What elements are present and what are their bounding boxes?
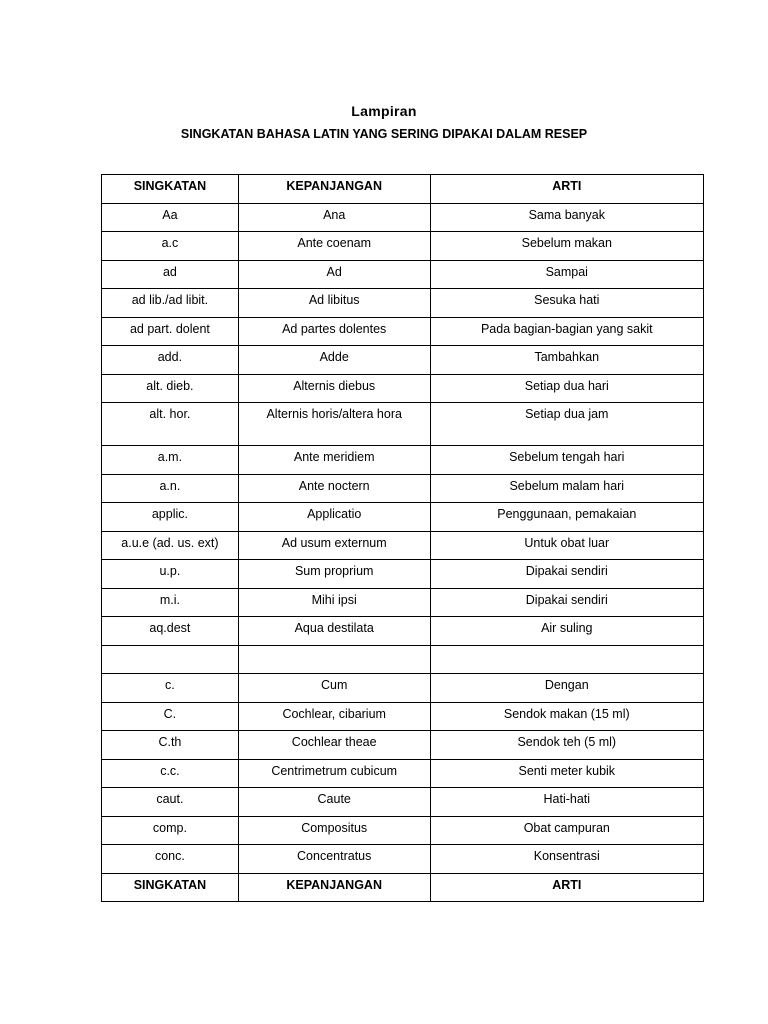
kepanjangan-cell: Caute	[238, 788, 430, 817]
table-row	[102, 788, 704, 817]
kepanjangan-cell: Applicatio	[238, 503, 430, 532]
arti-cell: Dipakai sendiri	[430, 588, 703, 617]
singkatan-cell: a.u.e (ad. us. ext)	[102, 531, 239, 560]
table-header-row	[102, 175, 704, 204]
arti-cell: Hati-hati	[430, 788, 703, 817]
arti-cell: Untuk obat luar	[430, 531, 703, 560]
table-row	[102, 289, 704, 318]
singkatan-cell: alt. dieb.	[102, 374, 239, 403]
table-row	[102, 731, 704, 760]
arti-cell: Sampai	[430, 260, 703, 289]
table-row	[102, 702, 704, 731]
singkatan-cell: u.p.	[102, 560, 239, 589]
table-row	[102, 232, 704, 261]
arti-cell: Sendok makan (15 ml)	[430, 702, 703, 731]
table-row	[102, 203, 704, 232]
kepanjangan-cell: Compositus	[238, 816, 430, 845]
kepanjangan-cell: Ana	[238, 203, 430, 232]
kepanjangan-cell: Mihi ipsi	[238, 588, 430, 617]
singkatan-cell: add.	[102, 346, 239, 375]
singkatan-cell: c.c.	[102, 759, 239, 788]
singkatan-cell: ad	[102, 260, 239, 289]
arti-cell: Sesuka hati	[430, 289, 703, 318]
singkatan-cell: caut.	[102, 788, 239, 817]
arti-cell: Setiap dua jam	[430, 403, 703, 446]
kepanjangan-cell: Sum proprium	[238, 560, 430, 589]
arti-cell: Setiap dua hari	[430, 374, 703, 403]
kepanjangan-cell: Cochlear, cibarium	[238, 702, 430, 731]
kepanjangan-cell: Ad libitus	[238, 289, 430, 318]
arti-cell: Air suling	[430, 617, 703, 646]
page-title: Lampiran	[351, 103, 417, 119]
table-row	[102, 759, 704, 788]
table-row	[102, 346, 704, 375]
singkatan-cell: a.n.	[102, 474, 239, 503]
table-row	[102, 617, 704, 646]
kepanjangan-cell: Ante coenam	[238, 232, 430, 261]
page-subtitle: SINGKATAN BAHASA LATIN YANG SERING DIPAKAI DALAM RESEP	[180, 127, 588, 141]
arti-cell: Sebelum malam hari	[430, 474, 703, 503]
arti-cell: Sendok teh (5 ml)	[430, 731, 703, 760]
table-row	[102, 503, 704, 532]
table-row	[102, 816, 704, 845]
header-singkatan: SINGKATAN	[102, 175, 239, 204]
arti-cell: Dengan	[430, 674, 703, 703]
kepanjangan-cell: Centrimetrum cubicum	[238, 759, 430, 788]
singkatan-cell: conc.	[102, 845, 239, 874]
arti-cell: Senti meter kubik	[430, 759, 703, 788]
singkatan-cell: comp.	[102, 816, 239, 845]
singkatan-cell: applic.	[102, 503, 239, 532]
table-row	[102, 645, 704, 674]
table-row	[102, 845, 704, 874]
kepanjangan-cell: Adde	[238, 346, 430, 375]
table-row	[102, 317, 704, 346]
singkatan-cell: ad part. dolent	[102, 317, 239, 346]
footer-singkatan: SINGKATAN	[102, 873, 239, 902]
kepanjangan-cell	[238, 645, 430, 674]
kepanjangan-cell: Ad partes dolentes	[238, 317, 430, 346]
footer-arti: ARTI	[430, 873, 703, 902]
header-arti: ARTI	[430, 175, 703, 204]
table-body	[102, 175, 704, 902]
kepanjangan-cell: Aqua destilata	[238, 617, 430, 646]
arti-cell: Pada bagian-bagian yang sakit	[430, 317, 703, 346]
arti-cell: Penggunaan, pemakaian	[430, 503, 703, 532]
table-row	[102, 374, 704, 403]
kepanjangan-cell: Ad	[238, 260, 430, 289]
table-row	[102, 588, 704, 617]
singkatan-cell: a.c	[102, 232, 239, 261]
table-footer-row	[102, 873, 704, 902]
table-row	[102, 531, 704, 560]
kepanjangan-cell: Cochlear theae	[238, 731, 430, 760]
arti-cell: Obat campuran	[430, 816, 703, 845]
table-row	[102, 474, 704, 503]
singkatan-cell: aq.dest	[102, 617, 239, 646]
kepanjangan-cell: Cum	[238, 674, 430, 703]
singkatan-cell: alt. hor.	[102, 403, 239, 446]
table-row	[102, 446, 704, 475]
arti-cell: Konsentrasi	[430, 845, 703, 874]
kepanjangan-cell: Alternis diebus	[238, 374, 430, 403]
kepanjangan-cell: Ante noctern	[238, 474, 430, 503]
singkatan-cell: ad lib./ad libit.	[102, 289, 239, 318]
table-row	[102, 403, 704, 446]
singkatan-cell: Aa	[102, 203, 239, 232]
table-row	[102, 674, 704, 703]
arti-cell: Sebelum makan	[430, 232, 703, 261]
singkatan-cell: a.m.	[102, 446, 239, 475]
kepanjangan-cell: Concentratus	[238, 845, 430, 874]
arti-cell: Sama banyak	[430, 203, 703, 232]
kepanjangan-cell: Ante meridiem	[238, 446, 430, 475]
table-row	[102, 560, 704, 589]
singkatan-cell	[102, 645, 239, 674]
singkatan-cell: c.	[102, 674, 239, 703]
singkatan-cell: C.th	[102, 731, 239, 760]
abbreviation-table	[101, 174, 704, 902]
singkatan-cell: C.	[102, 702, 239, 731]
singkatan-cell: m.i.	[102, 588, 239, 617]
footer-kepanjangan: KEPANJANGAN	[238, 873, 430, 902]
arti-cell: Sebelum tengah hari	[430, 446, 703, 475]
kepanjangan-cell: Ad usum externum	[238, 531, 430, 560]
table-row	[102, 260, 704, 289]
header-kepanjangan: KEPANJANGAN	[238, 175, 430, 204]
kepanjangan-cell: Alternis horis/altera hora	[238, 403, 430, 446]
arti-cell	[430, 645, 703, 674]
arti-cell: Dipakai sendiri	[430, 560, 703, 589]
arti-cell: Tambahkan	[430, 346, 703, 375]
